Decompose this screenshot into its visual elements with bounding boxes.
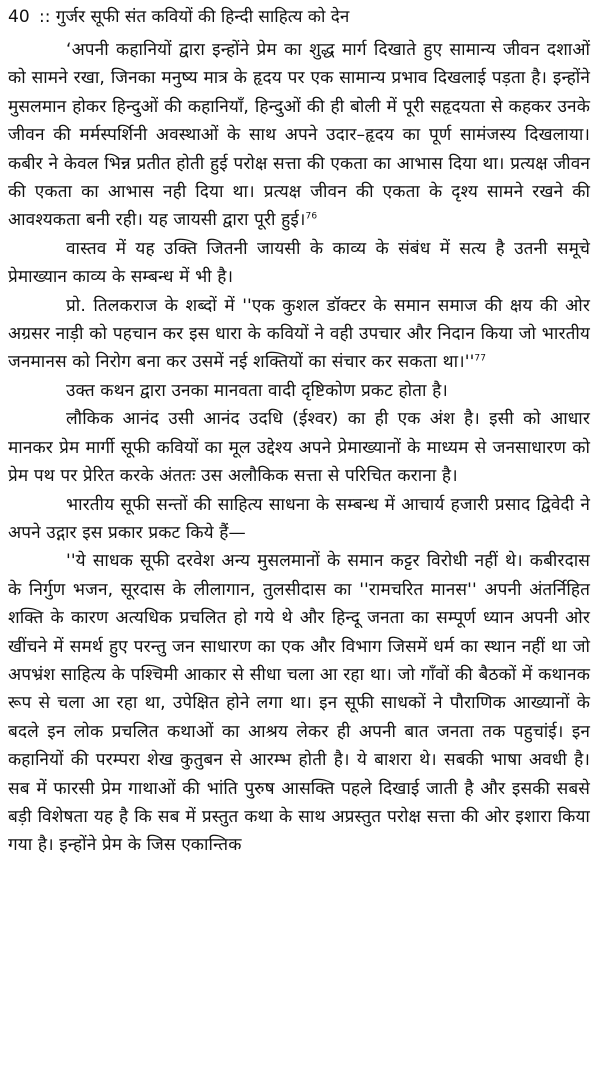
footnote-ref-77: 77 (474, 353, 487, 364)
paragraph-5 (8, 405, 590, 490)
running-title: गुर्जर सूफी संत कवियों की हिन्दी साहित्य को देन (55, 7, 350, 27)
paragraph-text: ''ये साधक सूफी दरवेश अन्य मुसलमानों के समान कट्टर विरोधी नहीं थे। कबीरदास के निर्गुण भजन, सूरदास के लीलागान, तुलसीदास का ''रामचरित मानस'' अपनी अंतर्निहित शक्ति के कारण अत्यधिक प्रचलित हो गये थे और हिन्दू जनता का सम्पूर्ण ध्यान अपनी ओर खींचने में समर्थ हुए परन्तु जन साधारण का एक और विभाग जिसमें धर्म का स्थान नहीं था जो अपभ्रंश साहित्य के पश्चिमी आकार से सीधा चला आ रहा था। जो गाँवों की बैठकों में कथानक रूप से चला आ रहा था, उपेक्षित होने लगा था। इन सूफी साधकों ने पौराणिक आख्यानों के बदले इन लोक प्रचलित कथाओं का आश्रय लेकर ही अपनी बात जनता तक पहुचांई। इन कहानियों की परम्परा शेख कुतुबन से आरम्भ होती है। ये बाशरा थे। सबकी भाषा अवधी है। सब में फारसी प्रेम गाथाओं की भांति पुरुष आसक्ति पहले दिखाई जाती है और इसकी सबसे बड़ी विशेषता यह है कि सब में प्रस्तुत कथा के साथ अप्रस्तुत परोक्ष सत्ता की ओर इशारा किया गया है। इन्होंने प्रेम के जिस एकान्तिक (8, 551, 590, 856)
paragraph-3 (8, 292, 590, 377)
paragraph-text: वास्तव में यह उक्ति जितनी जायसी के काव्य के संबंध में सत्य है उतनी समूचे प्रेमाख्यान काव्य के सम्बन्ध में भी है। (8, 238, 590, 288)
paragraph-4 (8, 377, 590, 405)
page-number: 40 (8, 7, 30, 27)
paragraph-7 (8, 547, 590, 859)
paragraph-1 (8, 36, 590, 235)
paragraph-6 (8, 491, 590, 548)
paragraph-text: भारतीय सूफी सन्तों की साहित्य साधना के सम्बन्ध में आचार्य हजारी प्रसाद द्विवेदी ने अपने उद्गार इस प्रकार प्रकट किये हैं— (8, 494, 590, 543)
footnote-ref-76: 76 (305, 211, 318, 222)
paragraph-text: उक्त कथन द्वारा उनका मानवता वादी दृष्टिकोण प्रकट होता है। (66, 380, 448, 401)
running-header (8, 4, 590, 30)
paragraph-text: प्रो. तिलकराज के शब्दों में ''एक कुशल डॉक्टर के समान समाज की क्षय की ओर अग्रसर नाड़ी को पहचान कर इस धारा के कवियों ने वही उपचार और निदान किया जो भारतीय जनमानस को निरोग बना कर उसमें नई शक्तियों का संचार कर सकता था।'' (8, 295, 590, 373)
paragraph-2 (8, 235, 590, 292)
paragraph-text: ‘अपनी कहानियों द्वारा इन्होंने प्रेम का शुद्ध मार्ग दिखाते हुए सामान्य जीवन दशाओं को सामने रखा, जिनका मनुष्य मात्र के हृदय पर एक सामान्य प्रभाव दिखलाई पड़ता है। इन्होंने मुसलमान होकर हिन्दुओं की कहानियाँ, हिन्दुओं की ही बोली में पूरी सहृदयता से कहकर उनके जीवन की मर्मस्पर्शिनी अवस्थाओं के साथ अपने उदार–हृदय का पूर्ण सामंजस्य दिखलाया। कबीर ने केवल भिन्न प्रतीत होती हुई परोक्ष सत्ता की एकता का आभास दिया था। प्रत्यक्ष जीवन की एकता का आभास नही दिया था। प्रत्यक्ष जीवन की एकता के दृश्य सामने रखने की आवश्यकता बनी रही। यह जायसी द्वारा पूरी हुई। (8, 40, 590, 231)
header-separator: :: (39, 7, 51, 27)
paragraph-text: लौकिक आनंद उसी आनंद उदधि (ईश्वर) का ही एक अंश है। इसी को आधार मानकर प्रेम मार्गी सूफी कवियों का मूल उद्देश्य अपने प्रेमाख्यानों के माध्यम से जनसाधारण को प्रेम पथ पर प्रेरित करके अंततः उस अलौकिक सत्ता से परिचित कराना है। (8, 409, 590, 487)
